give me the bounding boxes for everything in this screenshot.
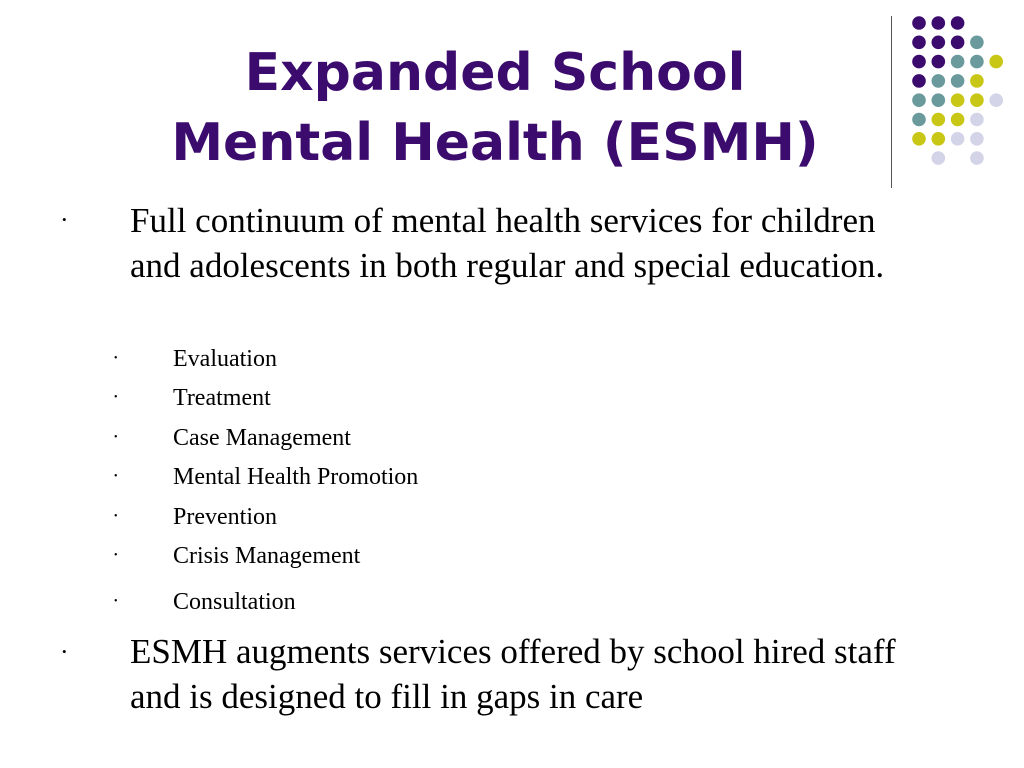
- main-bullet-1-text: Full continuum of mental health services for children and adolescents in both regular and special education.: [130, 201, 885, 285]
- decorative-dot: [932, 113, 946, 127]
- sub-bullet-crisis-management: Crisis Management: [173, 543, 361, 569]
- decorative-dot-grid: [0, 0, 1024, 200]
- slide-title-line-1: Expanded School: [244, 43, 746, 103]
- decorative-dot: [932, 36, 946, 50]
- decorative-dot: [912, 55, 926, 69]
- decorative-dot: [932, 55, 946, 69]
- decorative-dot: [970, 36, 984, 50]
- decorative-dot: [951, 36, 965, 50]
- decorative-dot: [932, 151, 946, 165]
- sub-bullet-marker: •: [114, 353, 118, 364]
- decorative-dot: [951, 55, 965, 69]
- sub-bullet-marker: •: [114, 432, 118, 443]
- sub-bullet-evaluation: Evaluation: [173, 346, 277, 372]
- main-bullet-2-text: ESMH augments services offered by school hired staff and is designed to fill in gaps in care: [130, 632, 896, 716]
- decorative-dot: [970, 113, 984, 127]
- decorative-dot: [989, 93, 1003, 107]
- decorative-dot: [970, 55, 984, 69]
- decorative-dot: [912, 93, 926, 107]
- decorative-dot: [912, 132, 926, 146]
- sub-bullet-consultation: Consultation: [173, 589, 296, 615]
- sub-bullet-marker: •: [114, 392, 118, 403]
- decorative-dot: [951, 74, 965, 88]
- decorative-dot: [951, 93, 965, 107]
- decorative-dot: [912, 16, 926, 30]
- sub-bullet-marker: •: [114, 596, 118, 607]
- sub-bullet-prevention: Prevention: [173, 504, 277, 530]
- slide-title-line-2: Mental Health (ESMH): [171, 113, 819, 173]
- decorative-dot: [970, 132, 984, 146]
- decorative-dot: [932, 132, 946, 146]
- sub-bullet-treatment: Treatment: [173, 385, 271, 411]
- decorative-dot: [951, 132, 965, 146]
- decorative-dot: [970, 74, 984, 88]
- decorative-dot: [951, 16, 965, 30]
- sub-bullet-marker: •: [114, 471, 118, 482]
- decorative-dot: [932, 16, 946, 30]
- sub-bullet-marker: •: [114, 511, 118, 522]
- decorative-dot: [970, 93, 984, 107]
- decorative-dot: [912, 113, 926, 127]
- decorative-dot: [951, 113, 965, 127]
- decorative-dot: [912, 74, 926, 88]
- main-bullet-marker: •: [62, 212, 67, 227]
- decorative-dot: [912, 36, 926, 50]
- main-bullet-marker: •: [62, 644, 67, 659]
- sub-bullet-mental-health-promotion: Mental Health Promotion: [173, 464, 419, 490]
- sub-bullet-case-management: Case Management: [173, 425, 351, 451]
- decorative-dot: [932, 74, 946, 88]
- decorative-dot: [970, 151, 984, 165]
- decorative-dot: [932, 93, 946, 107]
- sub-bullet-marker: •: [114, 550, 118, 561]
- decorative-dot: [989, 55, 1003, 69]
